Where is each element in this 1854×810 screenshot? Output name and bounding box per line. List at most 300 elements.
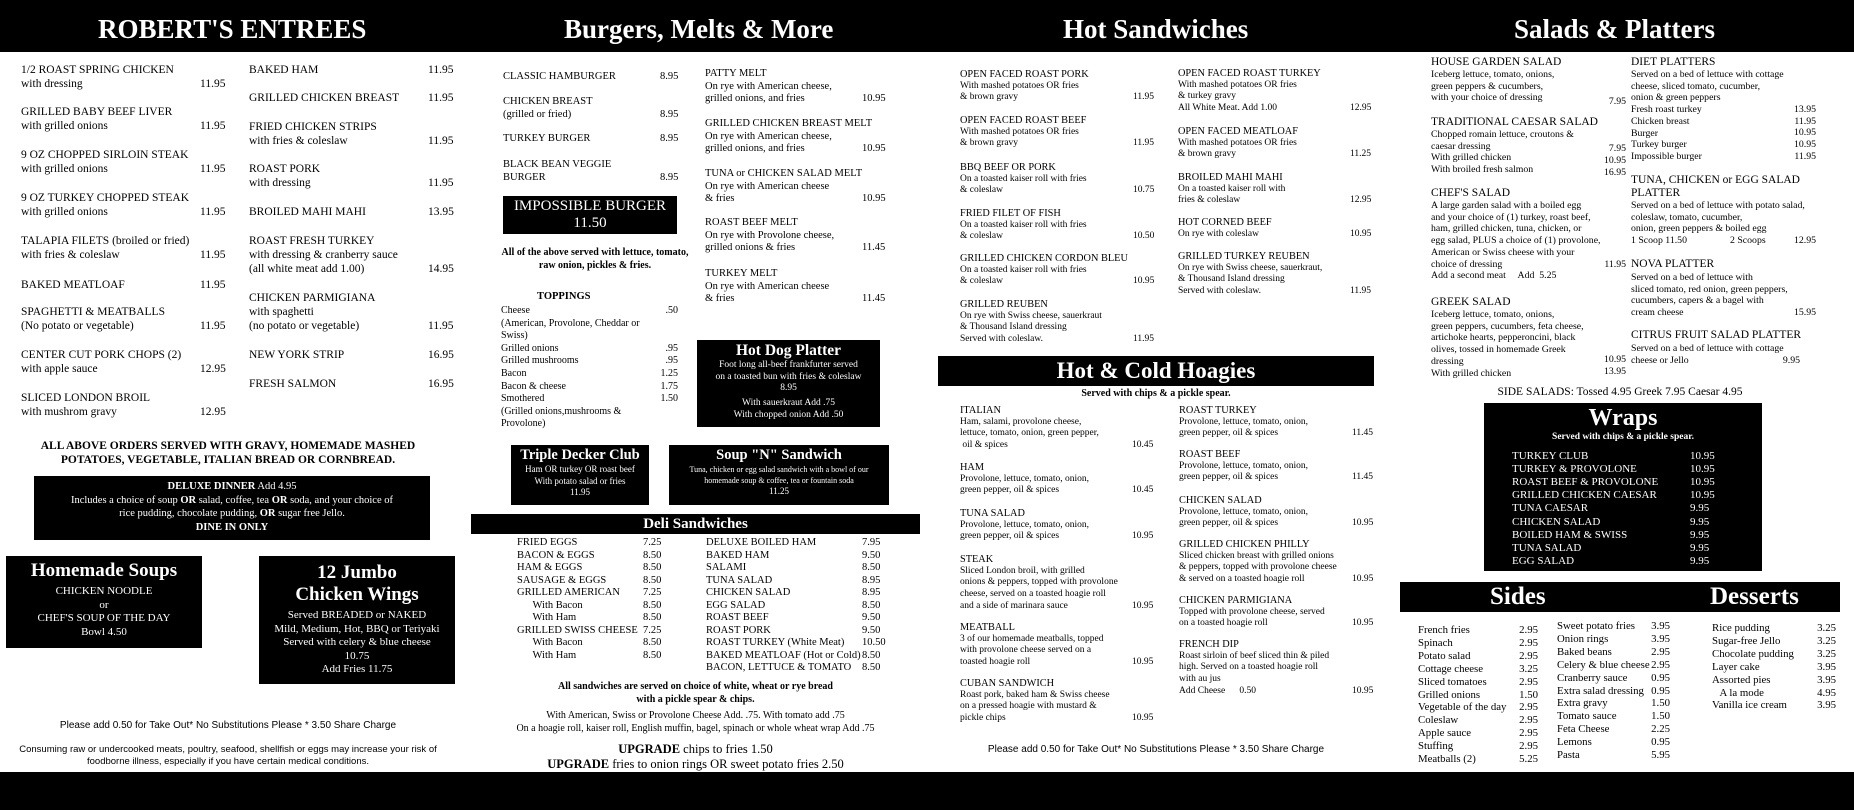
melt-desc: & fries — [705, 293, 735, 304]
item-desc: Provolone, lettuce, tomato, onion, — [1179, 506, 1309, 517]
sides-title: Sides — [1490, 583, 1546, 610]
wrap-price: 9.95 — [1690, 528, 1710, 541]
melt-desc: On rye with American cheese — [705, 280, 830, 292]
entree-price: 11.95 — [200, 279, 226, 291]
platter-price: 13.95 — [1793, 104, 1816, 115]
side-item: Sweet potato fries — [1557, 620, 1635, 632]
wrap-name: EGG SALAD — [1512, 554, 1575, 567]
item-price: 10.95 — [1132, 657, 1154, 668]
chicken-wings-box: 12 Jumbo Chicken Wings Served BREADED or NAKED Mild, Medium, Hot, BBQ or Teriyaki Served with celery & blue cheese 10.75 Add Fries 11.75 — [259, 556, 455, 684]
burger-name: CHICKEN BREAST — [503, 96, 593, 107]
entree-price: 12.95 — [200, 406, 226, 418]
item-desc: & Thousand Island dressing — [1178, 274, 1285, 285]
item-desc: With mashed potatoes OR fries — [1178, 79, 1297, 90]
deli-price: 8.50 — [862, 562, 881, 573]
item-desc: & coleslaw — [960, 276, 1004, 287]
item-desc: With mashed potatoes OR fries — [960, 80, 1079, 91]
side-price: 2.95 — [1519, 701, 1538, 714]
item-desc: Sliced London broil, with grilled — [960, 565, 1085, 576]
salad-price: 7.95 — [1608, 96, 1626, 107]
wrap-item — [1512, 450, 1715, 463]
item-name: CHICKEN SALAD — [1179, 495, 1262, 506]
item-desc: green pepper, oil & spices — [1179, 428, 1279, 439]
homemade-soups-box: Homemade Soups CHICKEN NOODLE or CHEF'S SOUP OF THE DAY Bowl 4.50 — [6, 556, 202, 648]
topping-price: 1.25 — [660, 368, 678, 379]
deli-sandwiches-title: Deli Sandwiches — [471, 514, 920, 534]
salad-desc: caesar dressing — [1431, 140, 1491, 152]
entree-price: 11.95 — [428, 177, 454, 189]
salad-desc: With grilled chicken — [1431, 152, 1512, 164]
side-item: Vegetable of the day — [1418, 701, 1507, 714]
salad-desc: with your choice of dressing — [1431, 92, 1543, 104]
dessert-price: 3.25 — [1817, 647, 1836, 660]
desserts-title: Desserts — [1710, 583, 1799, 610]
melt-desc: On rye with American cheese, — [705, 130, 832, 142]
wrap-name: TURKEY & PROVOLONE — [1512, 463, 1637, 476]
deli-price: 8.50 — [643, 549, 662, 561]
burger-note: All of the above served with lettuce, tomato, raw onion, pickles & fries. — [501, 247, 689, 271]
side-item: Cottage cheese — [1418, 662, 1484, 675]
wrap-name: ROAST BEEF & PROVOLONE — [1512, 476, 1659, 489]
item-desc: on a pressed hoagie with mustard & — [960, 701, 1097, 712]
item-desc: On rye with Swiss cheese, sauerkraut — [960, 310, 1102, 321]
item-desc: Ham, salami, provolone cheese, — [960, 416, 1082, 427]
side-price: 2.95 — [1519, 740, 1538, 753]
platter-price: 10.95 — [1793, 139, 1816, 151]
dessert-item: Chocolate pudding — [1712, 647, 1794, 660]
side-item: Coleslaw — [1418, 714, 1459, 727]
takeout-note-2: Please add 0.50 for Take Out* No Substitutions Please * 3.50 Share Charge — [987, 744, 1325, 755]
platter-desc: Fresh roast turkey — [1631, 104, 1702, 116]
item-name: MEATBALL — [960, 622, 1015, 633]
item-price: 11.95 — [1350, 286, 1372, 297]
item-desc: On rye with Swiss cheese, sauerkraut, — [1178, 262, 1323, 273]
wrap-price: 9.95 — [1690, 515, 1710, 528]
item-price: 10.95 — [1132, 713, 1154, 724]
item-name: ROAST BEEF — [1179, 449, 1241, 460]
burger-price: 8.95 — [660, 171, 679, 183]
deli-price: 8.50 — [862, 662, 881, 673]
platter-price: 11.95 — [1794, 115, 1816, 127]
entree-price: 11.95 — [428, 135, 454, 147]
platter-desc: Served on a bed of lettuce with potato salad, — [1631, 200, 1805, 211]
burger-name: BLACK BEAN VEGGIE — [503, 159, 612, 170]
side-item: French fries — [1418, 624, 1470, 636]
item-name: ROAST TURKEY — [1179, 405, 1257, 416]
dessert-price: 3.95 — [1817, 673, 1836, 686]
side-item: Celery & blue cheese — [1557, 658, 1650, 671]
side-price: 2.95 — [1519, 624, 1538, 636]
item-desc: green pepper, oil & spices — [960, 485, 1060, 496]
side-price: 3.95 — [1651, 620, 1670, 632]
topping-name: Cheese — [501, 305, 530, 316]
deli-item: BACON & EGGS — [517, 549, 595, 561]
deli-item: FRIED EGGS — [517, 537, 578, 548]
deli-item: With Bacon — [517, 599, 583, 611]
melt-price: 10.95 — [862, 143, 886, 154]
soup-n-sandwich-box: Soup "N" Sandwich Tuna, chicken or egg salad sandwich with a bowl of our homemade soup & coffee, tea or fountain soda 11.25 — [669, 445, 889, 505]
wrap-name: BOILED HAM & SWISS — [1512, 528, 1628, 541]
topping-name: Bacon — [501, 368, 527, 379]
side-item: Tomato sauce — [1557, 710, 1617, 723]
side-price: 5.25 — [1519, 753, 1538, 765]
side-price: 0.95 — [1651, 736, 1670, 749]
salad-desc: Add a second meat Add 5.25 — [1431, 270, 1557, 282]
entree-price: 12.95 — [200, 363, 226, 375]
deli-price: 7.25 — [643, 624, 662, 636]
item-desc: On a toasted kaiser roll with — [1178, 183, 1286, 194]
item-desc: Served with coleslaw. — [1178, 286, 1262, 297]
item-desc: On a toasted kaiser roll with fries — [960, 219, 1087, 230]
item-desc: lettuce, tomato, onion, green pepper, — [960, 428, 1099, 439]
entree-name: FRESH SALMON — [249, 378, 337, 390]
item-desc: oil & spices — [960, 440, 1008, 451]
dessert-item: Layer cake — [1712, 660, 1760, 673]
topping-name: Grilled mushrooms — [501, 355, 579, 367]
side-item: Meatballs (2) — [1418, 753, 1476, 765]
salad-desc: With grilled chicken — [1431, 367, 1512, 379]
melt-name: TUNA or CHICKEN SALAD MELT — [705, 168, 863, 179]
item-name: ITALIAN — [960, 405, 1001, 416]
burger-price: 8.95 — [660, 133, 679, 144]
entree-name: ROAST PORK — [249, 163, 321, 175]
dessert-item: Vanilla ice cream — [1712, 699, 1787, 712]
entree-name: 1/2 ROAST SPRING CHICKEN — [21, 64, 174, 76]
entree-name: GRILLED BABY BEEF LIVER — [21, 106, 173, 118]
salad-name: TRADITIONAL CAESAR SALAD — [1431, 116, 1598, 128]
deli-item: With Ham — [517, 649, 577, 661]
dessert-item: Rice pudding — [1712, 622, 1770, 634]
dessert-price: 3.25 — [1817, 634, 1836, 647]
salad-name: CHEF'S SALAD — [1431, 187, 1511, 199]
hot-dog-platter-box: Hot Dog Platter Foot long all-beef frankfurter served on a toasted bun with fries & coleslaw 8.95 With sauerkraut Add .75 With chopped onion Add .50 — [697, 340, 880, 427]
salad-price: 11.95 — [1604, 259, 1626, 270]
salad-desc: egg salad, PLUS a choice of (1) provolone, — [1431, 235, 1601, 247]
item-desc: Provolone, lettuce, tomato, onion, — [1179, 416, 1309, 427]
melt-price: 10.95 — [862, 193, 886, 204]
deli-price: 9.50 — [862, 612, 881, 623]
burger-price: 8.95 — [660, 108, 679, 120]
deli-item: GRILLED SWISS CHEESE — [517, 624, 638, 636]
platter-name: DIET PLATTERS — [1631, 56, 1716, 68]
deluxe-dinner-box: DELUXE DINNER Add 4.95 Includes a choice of soup OR salad, coffee, tea OR soda, and your choice of rice pudding, chocolate pudding, OR sugar free Jello. DINE IN ONLY — [34, 476, 430, 540]
dessert-item: Sugar-free Jello — [1712, 634, 1781, 647]
item-name: GRILLED CHICKEN CORDON BLEU — [960, 253, 1128, 264]
deli-price: 8.95 — [862, 587, 881, 598]
platter-desc: cheese or Jello — [1631, 354, 1689, 366]
entree-desc: with apple sauce — [21, 363, 98, 375]
side-price: 1.50 — [1651, 710, 1670, 723]
item-name: HAM — [960, 462, 985, 473]
item-desc: & served on a toasted hoagie roll — [1179, 574, 1305, 585]
footer-bar — [0, 772, 1854, 810]
entree-name: TALAPIA FILETS (broiled or fried) — [21, 235, 190, 247]
deli-item: EGG SALAD — [706, 599, 766, 611]
side-price: 3.95 — [1651, 632, 1670, 645]
entree-name: SPAGHETTI & MEATBALLS — [21, 306, 165, 318]
deli-item: SALAMI — [706, 562, 747, 573]
deli-price: 9.50 — [862, 549, 881, 561]
burger-desc: (grilled or fried) — [503, 108, 572, 120]
item-desc: On rye with coleslaw — [1178, 228, 1259, 239]
salad-price: 10.95 — [1603, 354, 1626, 365]
dessert-price: 3.95 — [1817, 660, 1836, 673]
platter-desc: cucumbers, capers & a bagel with — [1631, 295, 1764, 307]
melt-name: ROAST BEEF MELT — [705, 217, 798, 228]
salad-desc: dressing — [1431, 355, 1464, 367]
item-price: 10.45 — [1132, 440, 1154, 451]
salad-price: 13.95 — [1603, 366, 1626, 377]
platter-price: 15.95 — [1793, 307, 1816, 318]
wrap-name: TUNA SALAD — [1512, 541, 1582, 554]
platter-name: NOVA PLATTER — [1631, 258, 1715, 270]
salad-price: 16.95 — [1603, 167, 1626, 178]
consumption-warning: Consuming raw or undercooked meats, poultry, seafood, shellfish or eggs may increase your risk of foodborne illness, especially if you have certain medical conditions. — [19, 744, 437, 767]
platter-desc: onion, green peppers & boiled egg — [1631, 223, 1767, 235]
side-item: Spinach — [1418, 636, 1453, 649]
platter-price: 10.95 — [1793, 127, 1816, 139]
dessert-price: 3.25 — [1817, 622, 1836, 634]
item-name: CUBAN SANDWICH — [960, 678, 1055, 689]
wrap-price: 10.95 — [1690, 476, 1715, 489]
salad-name: HOUSE GARDEN SALAD — [1431, 56, 1562, 68]
item-price: 12.95 — [1350, 103, 1372, 114]
side-item: Cranberry sauce — [1557, 671, 1628, 684]
item-name: OPEN FACED ROAST TURKEY — [1178, 68, 1321, 79]
entree-desc: (no potato or vegetable) — [249, 320, 360, 332]
wrap-price: 10.95 — [1690, 450, 1715, 462]
wrap-name: GRILLED CHICKEN CAESAR — [1512, 489, 1657, 502]
wrap-price: 9.95 — [1690, 541, 1710, 554]
side-item: Apple sauce — [1418, 727, 1472, 740]
toppings-title: TOPPINGS — [537, 291, 591, 302]
item-desc: Add Cheese 0.50 — [1179, 685, 1257, 696]
deli-item: BAKED MEATLOAF (Hot or Cold) — [706, 649, 861, 661]
deli-item: With Ham — [517, 612, 577, 623]
item-name: HOT CORNED BEEF — [1178, 217, 1272, 228]
entree-price: 11.95 — [200, 78, 226, 90]
topping-price: .50 — [665, 305, 678, 316]
wrap-item — [1512, 529, 1712, 542]
item-desc: Sliced chicken breast with grilled onions — [1179, 550, 1334, 561]
entree-name: CENTER CUT PORK CHOPS (2) — [21, 349, 182, 361]
side-price: 5.95 — [1651, 749, 1670, 761]
hoagies-subtitle: Served with chips & a pickle spear. — [1081, 388, 1231, 399]
item-desc: green pepper, oil & spices — [1179, 472, 1279, 483]
wrap-price: 9.95 — [1690, 554, 1710, 567]
deli-price: 8.50 — [643, 649, 662, 661]
wrap-item — [1512, 489, 1715, 502]
entree-price: 14.95 — [428, 263, 454, 275]
item-price: 11.45 — [1352, 472, 1374, 483]
item-desc: Roast pork, baked ham & Swiss cheese — [960, 689, 1110, 700]
deli-add-ons: With American, Swiss or Provolone Cheese Add. .75. With tomato add .75 On a hoagie roll, kaiser roll, English muffin, bagel, spinach or whole wheat wrap Add .75 — [516, 710, 875, 734]
impossible-burger-box: IMPOSSIBLE BURGER 11.50 — [503, 196, 677, 234]
entree-desc: with mushrom gravy — [21, 406, 117, 418]
item-desc: & brown gravy — [960, 138, 1019, 149]
upgrade-chips: UPGRADE chips to fries 1.50 — [618, 742, 773, 756]
entree-price: 11.95 — [428, 320, 454, 332]
melt-price: 11.45 — [862, 242, 886, 253]
wrap-price: 10.95 — [1690, 463, 1715, 476]
side-price: 2.95 — [1519, 675, 1538, 688]
entree-desc: with dressing — [21, 78, 83, 90]
deli-item: BACON, LETTUCE & TOMATO — [706, 662, 852, 673]
platter-desc: Chicken breast — [1631, 115, 1690, 127]
salad-desc: green peppers, cucumbers, feta cheese, — [1431, 320, 1584, 332]
wrap-name: CHICKEN SALAD — [1512, 515, 1601, 528]
deli-price: 7.25 — [643, 537, 662, 548]
side-price: 2.95 — [1519, 714, 1538, 727]
deli-item: HAM & EGGS — [517, 562, 583, 573]
item-desc: Served with coleslaw. — [960, 334, 1044, 345]
deli-price: 8.50 — [862, 649, 881, 661]
topping-name: (American, Provolone, Cheddar or — [501, 317, 640, 329]
topping-name: Grilled onions — [501, 342, 559, 354]
wrap-item — [1512, 555, 1712, 568]
platter-desc: cream cheese — [1631, 307, 1684, 319]
deli-price: 8.50 — [643, 574, 662, 586]
side-item: Feta Cheese — [1557, 723, 1610, 736]
salad-desc: Iceberg lettuce, tomato, onions, — [1431, 309, 1555, 320]
platter-price: 11.95 — [1794, 150, 1816, 162]
item-desc: fries & coleslaw — [1178, 195, 1241, 206]
deli-item: ROAST BEEF — [706, 612, 769, 623]
entree-desc: with dressing — [249, 177, 311, 189]
item-price: 11.95 — [1133, 334, 1155, 345]
salad-price: 10.95 — [1603, 155, 1626, 166]
item-price: 10.50 — [1133, 231, 1155, 242]
item-desc: green pepper, oil & spices — [960, 531, 1060, 542]
platter-price: 9.95 — [1782, 355, 1800, 366]
wrap-price: 10.95 — [1690, 489, 1715, 502]
salad-price: 7.95 — [1608, 143, 1626, 154]
deli-price: 8.95 — [862, 574, 881, 586]
item-price: 10.45 — [1132, 485, 1154, 496]
deli-item: ROAST PORK — [706, 624, 771, 636]
salad-desc: American or Swiss cheese with your — [1431, 246, 1575, 258]
entree-desc: (all white meat add 1.00) — [249, 263, 365, 275]
platter-desc: onion & green peppers — [1631, 92, 1721, 104]
deli-price: 8.50 — [643, 637, 662, 648]
entree-price: 11.95 — [428, 92, 454, 104]
side-item: Baked beans — [1557, 645, 1612, 658]
platter-name: PLATTER — [1631, 187, 1681, 199]
deli-price: 9.50 — [862, 624, 881, 636]
topping-name: Bacon & cheese — [501, 380, 566, 392]
item-price: 11.25 — [1350, 149, 1372, 160]
side-item: Extra salad dressing — [1557, 684, 1644, 697]
entree-name: 9 OZ TURKEY CHOPPED STEAK — [21, 192, 190, 204]
side-salads: SIDE SALADS: Tossed 4.95 Greek 7.95 Caesar 4.95 — [1497, 386, 1743, 398]
platter-desc: Turkey burger — [1631, 139, 1687, 151]
burger-desc: BURGER — [503, 171, 546, 183]
salad-desc: Chopped romain lettuce, croutons & — [1431, 129, 1574, 140]
entree-price: 13.95 — [428, 206, 454, 218]
item-desc: pickle chips — [960, 713, 1006, 724]
dessert-price: 4.95 — [1817, 686, 1836, 699]
item-desc: on a toasted hoagie roll — [1179, 618, 1268, 629]
entree-desc: with grilled onions — [21, 163, 108, 175]
wrap-item — [1512, 476, 1715, 489]
item-desc: high. Served on a toasted hoagie roll — [1179, 662, 1319, 673]
item-desc: Provolone, lettuce, tomato, onion, — [960, 519, 1090, 530]
entree-name: CHICKEN PARMIGIANA — [249, 292, 376, 304]
item-price: 11.45 — [1352, 428, 1374, 439]
upgrade-fries: UPGRADE fries to onion rings OR sweet potato fries 2.50 — [547, 757, 844, 771]
wrap-price: 9.95 — [1690, 502, 1710, 515]
triple-decker-club-box: Triple Decker Club Ham OR turkey OR roast beef With potato salad or fries 11.95 — [511, 445, 649, 505]
wrap-name: TUNA CAESAR — [1512, 502, 1589, 515]
entree-desc: with fries & coleslaw — [249, 135, 348, 147]
item-desc: On a toasted kaiser roll with fries — [960, 173, 1087, 184]
salad-desc: Iceberg lettuce, tomato, onions, — [1431, 69, 1555, 80]
side-price: 2.25 — [1651, 723, 1670, 736]
melt-desc: On rye with American cheese — [705, 180, 830, 192]
item-price: 10.95 — [1352, 618, 1374, 629]
deli-item: BAKED HAM — [706, 549, 770, 561]
item-name: CHICKEN PARMIGIANA — [1179, 595, 1293, 606]
platter-desc: Burger — [1631, 127, 1659, 139]
item-name: BROILED MAHI MAHI — [1178, 172, 1283, 183]
entree-name: GRILLED CHICKEN BREAST — [249, 92, 400, 104]
item-desc: green pepper, oil & spices — [1179, 518, 1279, 529]
deli-note: All sandwiches are served on choice of white, wheat or rye bread with a pickle spear & chips. — [558, 681, 833, 705]
entree-price: 11.95 — [200, 320, 226, 332]
hot-sandwiches-title: Hot Sandwiches — [1063, 14, 1249, 44]
item-price: 11.95 — [1133, 138, 1155, 149]
melt-desc: On rye with American cheese, — [705, 80, 832, 92]
burgers-title: Burgers, Melts & More — [564, 14, 834, 44]
item-name: STEAK — [960, 554, 994, 565]
platter-desc: cheese, sliced tomato, cucumber, — [1631, 80, 1761, 92]
deli-item: GRILLED AMERICAN — [517, 587, 620, 598]
side-price: 2.95 — [1651, 658, 1670, 671]
entree-price: 11.95 — [200, 120, 226, 132]
topping-price: .95 — [665, 342, 678, 354]
takeout-note: Please add 0.50 for Take Out* No Substitutions Please * 3.50 Share Charge — [59, 720, 397, 731]
item-name: GRILLED TURKEY REUBEN — [1178, 251, 1310, 262]
item-price: 10.95 — [1133, 276, 1155, 287]
item-desc: & turkey gravy — [1178, 91, 1237, 102]
deli-item: ROAST TURKEY (White Meat) — [706, 637, 845, 648]
item-price: 10.95 — [1352, 518, 1374, 529]
burger-name: TURKEY BURGER — [503, 133, 591, 144]
item-name: OPEN FACED MEATLOAF — [1178, 126, 1298, 137]
salad-desc: ham, grilled chicken, tuna, chicken, or — [1431, 223, 1582, 235]
item-desc: & coleslaw — [960, 185, 1004, 196]
item-price: 11.95 — [1133, 92, 1155, 103]
item-desc: Roast sirloin of beef sliced thin & piled — [1179, 650, 1330, 661]
item-desc: onions & peppers, topped with provolone — [960, 577, 1118, 588]
side-item: Grilled onions — [1418, 688, 1481, 701]
entree-desc: with dressing & cranberry sauce — [249, 249, 398, 261]
entree-desc: with spaghetti — [249, 306, 314, 318]
melt-price: 11.45 — [862, 293, 886, 304]
item-desc: with provolone cheese served on a — [960, 645, 1092, 656]
item-name: OPEN FACED ROAST BEEF — [960, 115, 1087, 126]
deli-price: 10.50 — [862, 637, 886, 648]
platter-desc: Served on a bed of lettuce with cottage — [1631, 343, 1784, 354]
entree-price: 16.95 — [428, 378, 454, 390]
side-item: Lemons — [1557, 736, 1592, 749]
item-desc: and a side of marinara sauce — [960, 600, 1068, 611]
salad-desc: artichoke hearts, pepperoncini, black — [1431, 332, 1576, 344]
deli-item: CHICKEN SALAD — [706, 587, 791, 598]
item-price: 10.75 — [1133, 185, 1155, 196]
deli-item: SAUSAGE & EGGS — [517, 574, 607, 586]
dessert-item: Assorted pies — [1712, 673, 1771, 686]
